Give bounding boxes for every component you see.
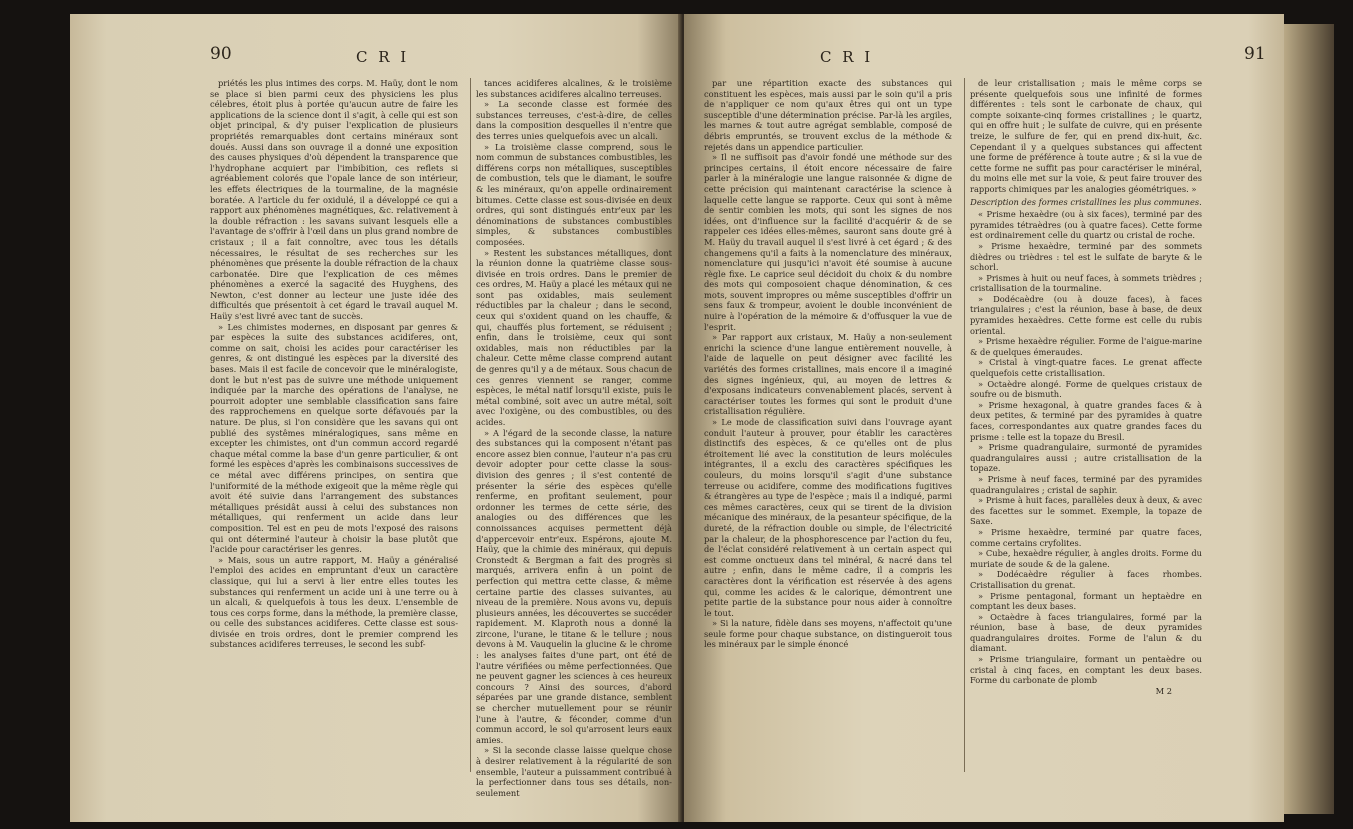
paragraph: » Cristal à vingt-quatre faces. Le grenat affecte quelquefois cette cristallisation. <box>970 357 1202 379</box>
paragraph: » Prismes à huit ou neuf faces, à sommets trièdres ; cristallisation de la tourmaline. <box>970 272 1202 294</box>
page-edges <box>1284 24 1334 814</box>
paragraph: » Prisme à huit faces, parallèles deux à deux, & avec des facettes sur le sommet. Exemple, la topaze de Saxe. <box>970 495 1202 527</box>
paragraph: » Octaèdre à faces triangulaires, formé par la réunion, base à base, de deux pyramides quadrangulaires droites. Forme de l'alun & du diamant. <box>970 611 1202 654</box>
paragraph: » Prisme pentagonal, formant un heptaèdre en comptant les deux bases. <box>970 590 1202 612</box>
paragraph: » Prisme quadrangulaire, surmonté de pyramides quadrangulaires aussi ; autre cristallisation de la topaze. <box>970 442 1202 474</box>
paragraph: » Prisme à neuf faces, terminé par des pyramides quadrangulaires ; cristal de saphir. <box>970 473 1202 495</box>
left-page <box>70 14 680 822</box>
paragraph: » Prisme hexaèdre, terminé par des sommets dièdres ou trièdres : tel est le sulfate de baryte & le schorl. <box>970 240 1202 273</box>
left-column-2 <box>476 78 672 798</box>
paragraph: » Les chimistes modernes, en disposant par genres & par espèces la suite des substances acidiferes, ont, comme on sait, choisi les acides pour caractériser les genres, & ont distingué les espèces par la diversité des bases. Mais il est facile de concevoir que le minéralogiste, dont le but n'est pas de suivre une méthode uniquement indiquée par la marche des opérations de l'analyse, ne pourroit adopter une semblable classification sans faire des rapprochemens en quelque sorte défavoués par la nature. De plus, si l'on considère que les savans qui ont publié des systêmes minéralogiques, sans même en excepter les chimistes, ont d'un commun accord regardé chaque métal comme la base d'un genre particulier, & ont formé les espèces d'après les combinaisons successives de ce métal avec différens principes, on sentira que l'uniformité de la méthode exigeoit que la même règle qui avoit été suivie dans l'arrangement des substances métalliques présidât aussi à celui des substances non métalliques, qui renferment un acide dans leur composition. Tel est en peu de mots l'exposé des raisons qui ont déterminé l'auteur à choisir la base plutôt que l'acide pour caractériser les genres. <box>210 321 458 555</box>
paragraph: » Si la seconde classe laisse quelque chose à desirer relativement à la régularité de son ensemble, l'auteur a puissamment contribué à la perfectionner dans tous ses détails, non-seulement <box>476 745 672 798</box>
paragraph: » Il ne suffisoit pas d'avoir fondé une méthode sur des principes certains, il étoit encore nécessaire de faire parler à la minéralogie une langue raisonnée & digne de cette précision qui maintenant caractérise la science à laquelle cette langue se rapporte. Ceux qui sont à même de sentir combien les mots, qui sont les signes de nos idées, ont d'influence sur la facilité d'acquérir & de se rappeler ces idées elles-mêmes, sauront sans doute gré à M. Haüy du travail auquel il s'est livré à cet égard ; & des changemens qu'il a faits à la nomenclature des minéraux, nomenclature qui jusqu'ici n'avoit été soumise à aucune règle fixe. Le caprice seul décidoit du choix & du nombre des mots qui composoient chaque dénomination, & ces mots, souvent impropres ou même susceptibles d'offrir un sens faux & trompeur, avoient le double inconvénient de nuire à l'opération de la mémoire & d'offusquer la vue de l'esprit. <box>704 152 952 332</box>
paragraph: » Dodécaèdre régulier à faces rhombes. Cristallisation du grenat. <box>970 569 1202 590</box>
paragraph: » La seconde classe est formée des substances terreuses, c'est-à-dire, de celles dans la composition desquelles il n'entre que des terres unies quelquefois avec un alcali. <box>476 99 672 141</box>
paragraph: » La troisième classe comprend, sous le nom commun de substances combustibles, les différens corps non métalliques, susceptibles de combustion, tels que le diamant, le soufre & les minéraux, qu'on appelle ordinairement bitumes. Cette classe est sous-divisée en deux ordres, qui sont distingués entr'eux par les dénominations de substances combustibles simples, & substances combustibles composées. <box>476 141 672 247</box>
page-number-left: 90 <box>210 44 232 64</box>
open-book-spread <box>10 14 1345 822</box>
paragraph: » A l'égard de la seconde classe, la nature des substances qui la composent n'étant pas encore assez bien connue, l'auteur n'a pas cru devoir adopter pour cette classe la sous-division des genres ; il s'est contenté de présenter la série des espèces qu'elle renferme, en profitant seulement, pour ordonner les termes de cette série, des analogies ou des différences que les connoissances acquises permettent déjà d'appercevoir entr'eux. Espérons, ajoute M. Haüy, que la chimie des minéraux, qui depuis Cronstedt & Bergman a fait des progrès si marqués, arrivera enfin à un point de perfection qui mettra cette classe, & même certaine partie des classes suivantes, au niveau de la première. Nous avons vu, depuis plusieurs années, les découvertes se succéder rapidement. M. Klaproth nous a donné la zircone, l'urane, le titane & le tellure ; nous devons à M. Vauquelin la glucine & le chrome : les analyses faites d'une part, ont été de l'autre vérifiées ou même perfectionnées. Que ne peuvent gagner les sciences à ces heureux concours ? Ainsi des sources, d'abord séparées par une grande distance, semblent se chercher mutuellement pour se réunir l'une à l'autre, & féconder, comme d'un commun accord, le sol qu'arrosent leurs eaux amies. <box>476 427 672 745</box>
signature-mark: M 2 <box>1155 685 1172 696</box>
right-page <box>684 14 1284 822</box>
paragraph: tances acidiferes alcalines, & le troisième les substances acidiferes alcalino terreuses. <box>476 78 672 99</box>
paragraph: » Prisme hexagonal, à quatre grandes faces & à deux petites, & terminé par des pyramides à quatre faces, correspondantes aux quatre grandes faces du prisme : telle est la topaze du Bresil. <box>970 399 1202 442</box>
paragraph: » Octaèdre alongé. Forme de quelques cristaux de soufre ou de bismuth. <box>970 378 1202 400</box>
paragraph: » Le mode de classification suivi dans l'ouvrage ayant conduit l'auteur à prouver, pour établir les caractères distinctifs des espèces, & ce qu'elles ont de plus étroitement lié avec la constitution de leurs molécules intégrantes, il a exclu des caractères spécifiques les couleurs, du moins lorsqu'il s'agit d'une substance terreuse ou acidifere, comme des modifications fugitives & étrangères au type de l'espèce ; mais il a indiqué, parmi ces mêmes caractères, ceux qui se tirent de la division mécanique des minéraux, de la pesanteur spécifique, de la dureté, de la réfraction double ou simple, de l'électricité par la chaleur, de la phosphorescence par l'action du feu, de l'éclat considéré relativement à un certain aspect qui est comme onctueux dans tel minéral, & nacré dans tel autre ; enfin, dans le même cadre, il a compris les caractères dont la vérification est réservée à des agens qui, comme les acides & le calorique, démontrent une petite partie de la substance pour nous aider à connoître le tout. <box>704 417 952 618</box>
page-number-right: 91 <box>1244 44 1266 64</box>
paragraph: par une répartition exacte des substances qui constituent les espèces, mais aussi par le soin qu'il a pris de n'appliquer ce nom qu'aux êtres qui ont un type susceptible d'une détermination précise. Par-là les argiles, les marnes & tout autre agrégat semblable, composé de débris empruntés, se trouvent exclus de la méthode & rejetés dans un appendice particulier. <box>704 78 952 152</box>
paragraph: » Prisme hexaèdre régulier. Forme de l'aigue-marine & de quelques émeraudes. <box>970 336 1202 357</box>
paragraph: » Cube, hexaèdre régulier, à angles droits. Forme du muriate de soude & de la galene. <box>970 548 1202 569</box>
paragraph: » Prisme triangulaire, formant un pentaèdre ou cristal à cinq faces, en comptant les deux bases. Forme du carbonate de plomb <box>970 654 1202 686</box>
paragraph: » Si la nature, fidèle dans ses moyens, n'affectoit qu'une seule forme pour chaque substance, on distingueroit tous les minéraux par le simple énoncé <box>704 618 952 650</box>
column-rule-left <box>470 78 471 772</box>
paragraph: de leur cristallisation ; mais le même corps se présente quelquefois sous une infinité de formes différentes : tels sont le carbonate de chaux, qui compte soixante-cinq formes cristallines ; le quartz, qui en offre huit ; le sulfate de cuivre, qui en présente treize, le sulfure de fer, qui en prend dix-huit, &c. Cependant il y a quelques substances qui affectent une forme de préférence à toute autre ; & si la vue de cette forme ne suffit pas pour caractériser le minéral, du moins elle met sur la voie, & peut faire trouver des rapports chimiques par les analogies géométriques. » <box>970 78 1202 194</box>
paragraph: » Par rapport aux cristaux, M. Haüy a non-seulement enrichi la science d'une langue entièrement nouvelle, à l'aide de laquelle on peut désigner avec facilité les variétés des formes cristallines, mais encore il a imaginé des signes ingénieux, qui, au moyen de lettres & d'exposans indicateurs convenablement placés, servent à caractériser toutes les formes qui sont le produit d'une cristallisation régulière. <box>704 332 952 417</box>
paragraph: » Prisme hexaèdre, terminé par quatre faces, comme certains cryfolites. <box>970 526 1202 548</box>
left-column-1 <box>210 78 458 650</box>
paragraph: priétés les plus intimes des corps. M. Haüy, dont le nom se place si bien parmi ceux des physiciens les plus célebres, étoit plus à portée qu'aucun autre de faire les applications de la science dont il s'agit, à celle qui est son objet principal, & d'y puiser l'explication de plusieurs propriétés remarquables dont certains minéraux sont doués. Aussi dans son ouvrage il a donné une exposition des causes physiques d'où dépendent la transparence que l'hydrophane acquiert par l'imbibition, ces reflets si agréablement colorés que l'opale lance de son intérieur, les effets électriques de la tourmaline, de la magnésie boratée. A l'article du fer oxidulé, il a développé ce qui a rapport aux phénomènes magnétiques, &c. relativement à la double réfraction : les savans suivant lesquels elle a l'avantage de s'offrir à l'œil dans un plus grand nombre de cristaux ; il a fait connoître, avec tous les détails nécessaires, le résultat de ses recherches sur les phénomènes que présente la double réfraction de la chaux carbonatée. Dire que l'explication de ces mêmes phénomènes a exercé la sagacité des Huyghens, des Newton, c'est donner au lecteur une juste idée des difficultés que présentoit à cet égard le travail auquel M. Haüy s'est livré avec tant de succès. <box>210 78 458 322</box>
paragraph: » Dodécaèdre (ou à douze faces), à faces triangulaires ; c'est la réunion, base à base, de deux pyramides hexaèdres. Cette forme est celle du rubis oriental. <box>970 293 1202 336</box>
column-rule-right <box>964 78 965 772</box>
paragraph: » Mais, sous un autre rapport, M. Haüy a généralisé l'emploi des acides en empruntant d'eux un caractère classique, qui lui a servi à lier entre elles toutes les substances qui renferment un acide uni à une terre ou à un alcali, & quelquefois à tous les deux. L'ensemble de tous ces corps forme, dans la méthode, la première classe, ou celle des substances acidiferes. Cette classe est sous-divisée en trois ordres, dont le premier comprend les substances acidiferes terreuses, le second les subf- <box>210 554 458 650</box>
running-head-right: C R I <box>820 48 874 66</box>
running-head-left: C R I <box>356 48 410 66</box>
right-column-1 <box>704 78 952 650</box>
paragraph: « Prisme hexaèdre (ou à six faces), terminé par des pyramides tétraèdres (ou à quatre faces). Cette forme est ordinairement celle du quartz ou cristal de roche. <box>970 209 1202 241</box>
paragraph: » Restent les substances métalliques, dont la réunion donne la quatrième classe sous-divisée en trois ordres. Dans le premier de ces ordres, M. Haüy a placé les métaux qui ne sont pas oxidables, mais seulement réductibles par la chaleur ; dans le second, ceux qui s'oxident quand on les chauffe, & qui, chauffés plus fortement, se réduisent ; enfin, dans le troisième, ceux qui sont oxidables, mais non réductibles par la chaleur. Cette même classe comprend autant de genres qu'il y a de métaux. Sous chacun de ces genres viennent se ranger, comme espèces, le métal natif lorsqu'il existe, puis le métal combiné, soit avec un autre métal, soit avec l'oxigène, ou des combustibles, ou des acides. <box>476 247 672 427</box>
right-column-2 <box>970 78 1202 696</box>
paragraph: Description des formes cristallines les plus communes. <box>970 196 1202 207</box>
